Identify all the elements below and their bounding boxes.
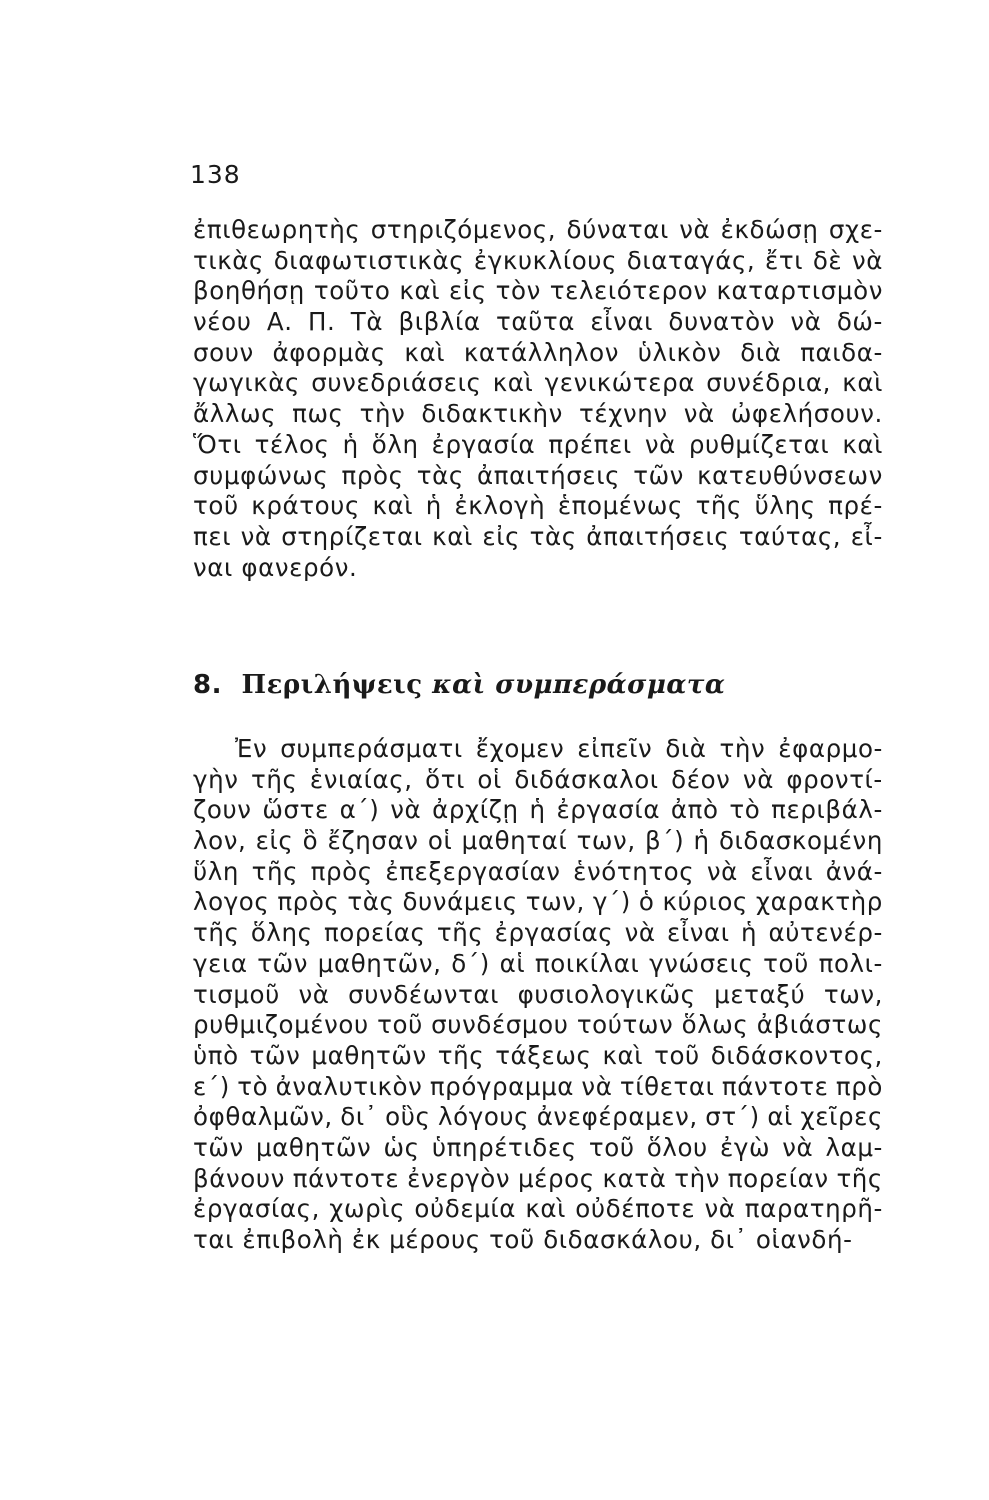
paragraph-2: [193, 734, 883, 1256]
text-line: ρυθμιζομένου τοῦ συνδέσμου τούτων ὅλως ἀβιάστως: [193, 1010, 883, 1040]
text-line: τοῦ κράτους καὶ ἡ ἐκλογὴ ἑπομένως τῆς ὕλης πρέ-: [193, 491, 883, 521]
text-line: γωγικὰς συνεδριάσεις καὶ γενικώτερα συνέδρια, καὶ: [193, 368, 883, 398]
text-line: συμφώνως πρὸς τὰς ἀπαιτήσεις τῶν κατευθύνσεων: [193, 460, 883, 490]
text-line: Ὅτι τέλος ἡ ὅλη ἐργασία πρέπει νὰ ρυθμίζεται καὶ: [193, 429, 883, 459]
section-heading: [193, 670, 725, 700]
text-line: σουν ἀφορμὰς καὶ κατάλληλον ὑλικὸν διὰ παιδα-: [193, 337, 883, 367]
text-line: ἐργασίας, χωρὶς οὐδεμία καὶ οὐδέποτε νὰ παρατηρῆ-: [193, 1194, 883, 1224]
page-number: 138: [190, 160, 241, 189]
text-line: βοηθήσῃ τοῦτο καὶ εἰς τὸν τελειότερον καταρτισμὸν: [193, 276, 883, 306]
paragraph-1: [193, 215, 883, 583]
text-line: ἐπιθεωρητὴς στηριζόμενος, δύναται νὰ ἐκδώσῃ σχε-: [193, 215, 883, 244]
text-line: Ἐν συμπεράσματι ἔχομεν εἰπεῖν διὰ τὴν ἐφαρμο-: [235, 734, 883, 763]
text-line: λον, εἰς ὃ ἔζησαν οἱ μαθηταί των, β΄) ἡ διδασκομένη: [193, 826, 883, 856]
section-number: 8.: [193, 670, 222, 700]
text-line: πει νὰ στηρίζεται καὶ εἰς τὰς ἀπαιτήσεις ταύτας, εἶ-: [193, 521, 883, 551]
text-line: τικὰς διαφωτιστικὰς ἐγκυκλίους διαταγάς, ἔτι δὲ νὰ: [193, 245, 883, 275]
text-line: ναι φανερόν.: [193, 552, 358, 582]
text-line: ε΄) τὸ ἀναλυτικὸν πρόγραμμα νὰ τίθεται πάντοτε πρὸ: [193, 1071, 883, 1101]
text-line: λογος πρὸς τὰς δυνάμεις των, γ΄) ὁ κύριος χαρακτὴρ: [193, 887, 883, 917]
section-title-part1: Περιλήψεις: [241, 670, 423, 700]
text-line: ὀφθαλμῶν, δι᾿ οὓς λόγους ἀνεφέραμεν, στ΄) αἱ χεῖρες: [193, 1102, 883, 1132]
text-line: νέου Α. Π. Τὰ βιβλία ταῦτα εἶναι δυνατὸν νὰ δώ-: [193, 307, 883, 337]
text-line: ὑπὸ τῶν μαθητῶν τῆς τάξεως καὶ τοῦ διδάσκοντος,: [193, 1040, 883, 1070]
text-line: τῶν μαθητῶν ὡς ὑπηρέτιδες τοῦ ὅλου ἐγὼ νὰ λαμ-: [193, 1132, 883, 1162]
text-line: βάνουν πάντοτε ἐνεργὸν μέρος κατὰ τὴν πορείαν τῆς: [193, 1163, 883, 1193]
text-line: τῆς ὅλης πορείας τῆς ἐργασίας νὰ εἶναι ἡ αὐτενέρ-: [193, 918, 883, 948]
text-line: ζουν ὥστε α΄) νὰ ἀρχίζῃ ἡ ἐργασία ἀπὸ τὸ περιβάλ-: [193, 795, 883, 825]
section-title-part2: καὶ συμπεράσματα: [432, 670, 726, 700]
text-line: ται ἐπιβολὴ ἐκ μέρους τοῦ διδασκάλου, δι᾿ οἱανδή-: [193, 1225, 853, 1254]
text-line: ὕλη τῆς πρὸς ἐπεξεργασίαν ἑνότητος νὰ εἶναι ἀνά-: [193, 856, 883, 886]
text-line: γεια τῶν μαθητῶν, δ΄) αἱ ποικίλαι γνώσεις τοῦ πολι-: [193, 948, 883, 978]
text-line: ἄλλως πως τὴν διδακτικὴν τέχνην νὰ ὠφελήσουν.: [193, 399, 883, 429]
text-line: γὴν τῆς ἑνιαίας, ὅτι οἱ διδάσκαλοι δέον νὰ φροντί-: [193, 764, 883, 794]
text-line: τισμοῦ νὰ συνδέωνται φυσιολογικῶς μεταξύ των,: [193, 979, 883, 1009]
